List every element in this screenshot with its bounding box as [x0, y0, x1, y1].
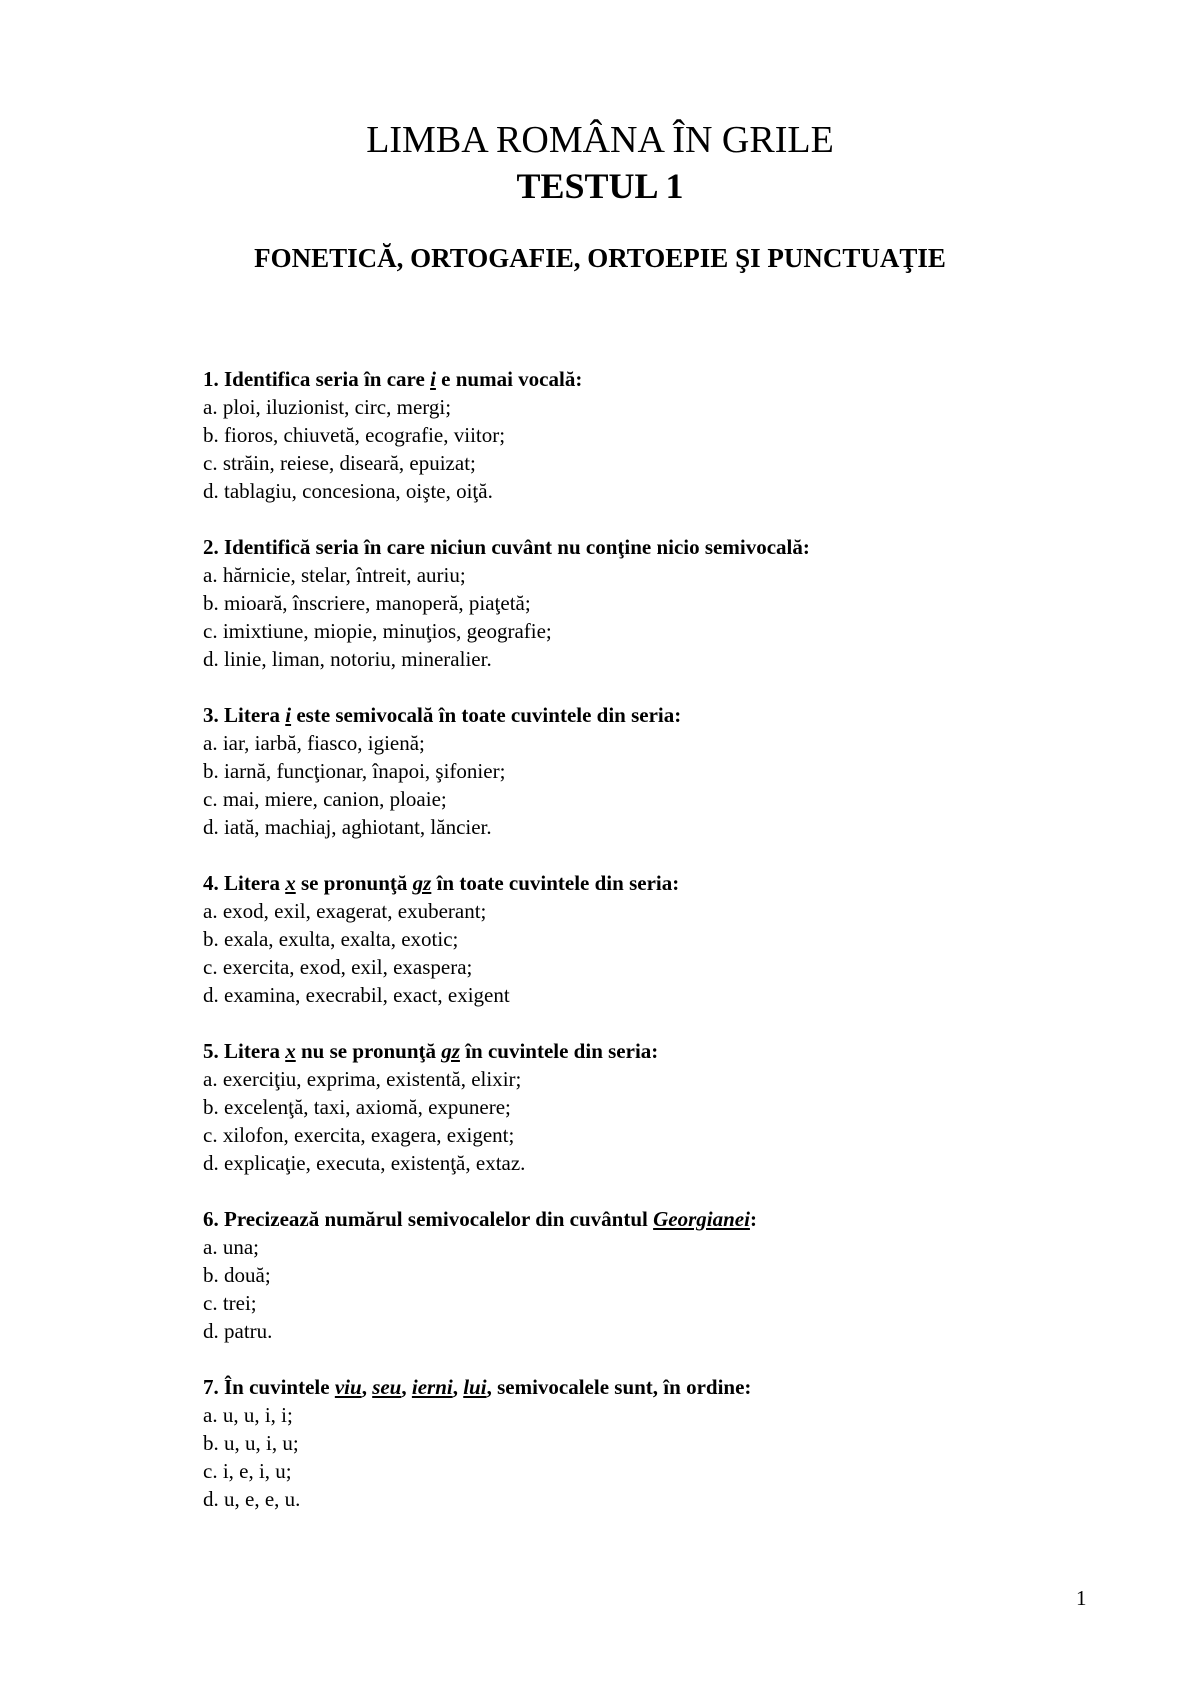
question-7: [203, 1373, 1103, 1513]
question-text-part: în cuvintele din seria:: [459, 1039, 659, 1063]
question-text-part: ,: [361, 1375, 373, 1399]
question-text-part: 1. Identifica seria în care: [203, 367, 431, 391]
answer-option: a. ploi, iluzionist, circ, mergi;: [203, 395, 452, 419]
document-title: LIMBA ROMÂNA ÎN GRILE: [366, 119, 834, 161]
highlighted-term: i: [430, 367, 436, 391]
question-text-part: 6. Precizează numărul semivocalelor din cuvântul: [203, 1207, 654, 1231]
question-text-part: 7. În cuvintele: [203, 1375, 335, 1399]
answer-option: a. hărnicie, stelar, întreit, auriu;: [203, 563, 466, 587]
question-text: [203, 1037, 1103, 1065]
question-text-part: 3. Litera: [203, 703, 286, 727]
question-text-part: în toate cuvintele din seria:: [431, 871, 680, 895]
question-text: [203, 533, 1103, 561]
answer-option: d. u, e, e, u.: [203, 1487, 301, 1511]
answer-option: c. exercita, exod, exil, exaspera;: [203, 955, 473, 979]
highlighted-term: seu: [372, 1375, 402, 1399]
answer-option: b. u, u, i, u;: [203, 1431, 299, 1455]
section-title: FONETICĂ, ORTOGAFIE, ORTOEPIE ŞI PUNCTUAŢIE: [254, 243, 946, 273]
answer-option: b. fioros, chiuvetă, ecografie, viitor;: [203, 423, 506, 447]
question-text-part: ,: [401, 1375, 412, 1399]
question-text-part: :: [749, 1207, 757, 1231]
answer-option: a. una;: [203, 1235, 259, 1259]
question-text: [203, 1373, 1103, 1401]
answer-option: b. mioară, înscriere, manoperă, piaţetă;: [203, 591, 531, 615]
question-text: [203, 701, 1103, 729]
highlighted-term: Georgianei: [653, 1207, 750, 1231]
answer-option: d. tablagiu, concesiona, oişte, oiţă.: [203, 479, 493, 503]
question-text-part: 5. Litera: [203, 1039, 286, 1063]
question-text-part: nu se pronunţă: [295, 1039, 442, 1063]
question-text-part: e numai vocală:: [435, 367, 583, 391]
question-text-part: 4. Litera: [203, 871, 286, 895]
answer-option: c. trei;: [203, 1291, 257, 1315]
question-text: [203, 869, 1103, 897]
answer-option: b. iarnă, funcţionar, înapoi, şifonier;: [203, 759, 506, 783]
highlighted-term: ierni: [411, 1375, 453, 1399]
answer-option: d. explicaţie, executa, existenţă, extaz.: [203, 1151, 526, 1175]
answer-option: c. străin, reiese, diseară, epuizat;: [203, 451, 476, 475]
question-4: [203, 869, 1103, 1009]
question-text-part: se pronunţă: [295, 871, 413, 895]
document-header: [0, 117, 1200, 274]
question-text-part: este semivocală în toate cuvintele din seria:: [291, 703, 682, 727]
test-title: TESTUL 1: [516, 166, 684, 206]
answer-option: b. exala, exulta, exalta, exotic;: [203, 927, 459, 951]
answer-option: a. iar, iarbă, fiasco, igienă;: [203, 731, 425, 755]
answer-option: c. i, e, i, u;: [203, 1459, 292, 1483]
page-number: 1: [1076, 1586, 1087, 1610]
highlighted-term: lui: [463, 1375, 487, 1399]
answer-option: c. mai, miere, canion, ploaie;: [203, 787, 447, 811]
highlighted-term: gz: [412, 871, 432, 895]
question-text: [203, 1205, 1103, 1233]
question-2: [203, 533, 1103, 673]
answer-option: a. u, u, i, i;: [203, 1403, 293, 1427]
answer-option: d. examina, execrabil, exact, exigent: [203, 983, 510, 1007]
highlighted-term: viu: [334, 1375, 362, 1399]
questions-list: [203, 365, 1103, 1541]
answer-option: d. patru.: [203, 1319, 273, 1343]
question-text-part: , semivocalele sunt, în ordine:: [486, 1375, 752, 1399]
answer-option: a. exod, exil, exagerat, exuberant;: [203, 899, 487, 923]
question-6: [203, 1205, 1103, 1345]
answer-option: a. exerciţiu, exprima, existentă, elixir;: [203, 1067, 522, 1091]
question-text: [203, 365, 1103, 393]
highlighted-term: x: [285, 1039, 296, 1063]
answer-option: d. linie, liman, notoriu, mineralier.: [203, 647, 492, 671]
answer-option: c. imixtiune, miopie, minuţios, geografie;: [203, 619, 552, 643]
answer-option: b. excelenţă, taxi, axiomă, expunere;: [203, 1095, 511, 1119]
question-5: [203, 1037, 1103, 1177]
answer-option: c. xilofon, exercita, exagera, exigent;: [203, 1123, 515, 1147]
answer-option: b. două;: [203, 1263, 271, 1287]
answer-option: d. iată, machiaj, aghiotant, lăncier.: [203, 815, 492, 839]
highlighted-term: gz: [441, 1039, 460, 1063]
highlighted-term: i: [285, 703, 292, 727]
question-text-part: 2. Identifică seria în care niciun cuvânt nu conţine nicio semivocală:: [203, 535, 810, 559]
question-text-part: ,: [452, 1375, 464, 1399]
question-1: [203, 365, 1103, 505]
highlighted-term: x: [285, 871, 296, 895]
question-3: [203, 701, 1103, 841]
